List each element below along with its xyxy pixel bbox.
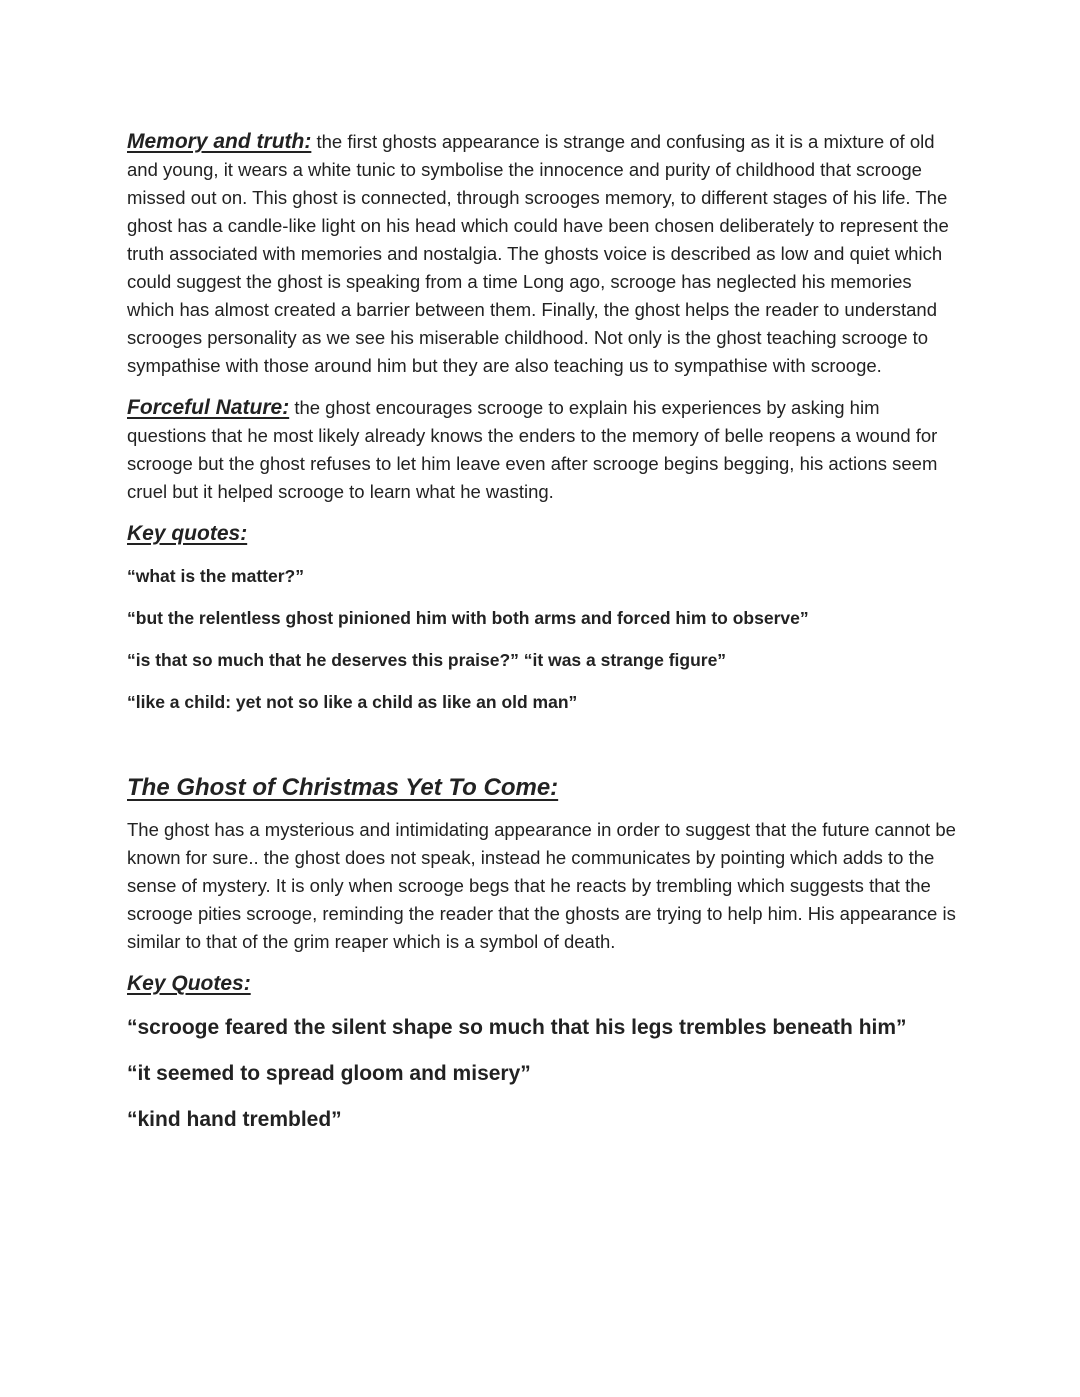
forceful-body: the ghost encourages scrooge to explain his experiences by asking him questions that he most likely already knows the enders to the memory of belle reopens a wound for scrooge but the ghost refuses to let him leave even after scrooge begins begging, his actions seem cruel but it helped scrooge to learn what he wasting. [127, 397, 938, 502]
key-quotes-heading: Key quotes: [127, 522, 248, 545]
quote-item: “but the relentless ghost pinioned him with both arms and forced him to observe” [127, 608, 809, 628]
quote-item: “is that so much that he deserves this praise?” “it was a strange figure” [127, 650, 727, 670]
memory-paragraph [127, 128, 957, 380]
yet-to-come-body: The ghost has a mysterious and intimidating appearance in order to suggest that the future cannot be known for sure.. the ghost does not speak, instead he communicates by pointing which adds to the sense of mystery. It is only when scrooge begs that he reacts by trembling which suggests that the scrooge pities scrooge, reminding the reader that the ghosts are trying to help him. His appearance is similar to that of the grim reaper which is a symbol of death. [127, 819, 956, 952]
quote-item: “like a child: yet not so like a child as like an old man” [127, 692, 578, 712]
quote-item: “what is the matter?” [127, 566, 304, 586]
quote-item: “kind hand trembled” [127, 1108, 342, 1131]
key-quotes-2-heading: Key Quotes: [127, 972, 251, 995]
memory-heading: Memory and truth: [127, 130, 312, 153]
forceful-paragraph [127, 394, 957, 506]
memory-body: the first ghosts appearance is strange and confusing as it is a mixture of old and young, it wears a white tunic to symbolise the innocence and purity of childhood that scrooge missed out on. This ghost is connected, through scrooges memory, to different stages of his life. The ghost has a candle-like light on his head which could have been chosen deliberately to represent the truth associated with memories and nostalgia. The ghosts voice is described as low and quiet which could suggest the ghost is speaking from a time Long ago, scrooge has neglected his memories which has almost created a barrier between them. Finally, the ghost helps the reader to understand scrooges personality as we see his miserable childhood. Not only is the ghost teaching scrooge to sympathise with those around him but they are also teaching us to sympathise with scrooge. [127, 131, 949, 376]
forceful-heading: Forceful Nature: [127, 396, 290, 419]
quote-item: “it seemed to spread gloom and misery” [127, 1062, 531, 1085]
document-page [127, 128, 957, 1152]
quote-item: “scrooge feared the silent shape so much that his legs trembles beneath him” [127, 1016, 907, 1039]
yet-to-come-title: The Ghost of Christmas Yet To Come: [127, 774, 559, 801]
